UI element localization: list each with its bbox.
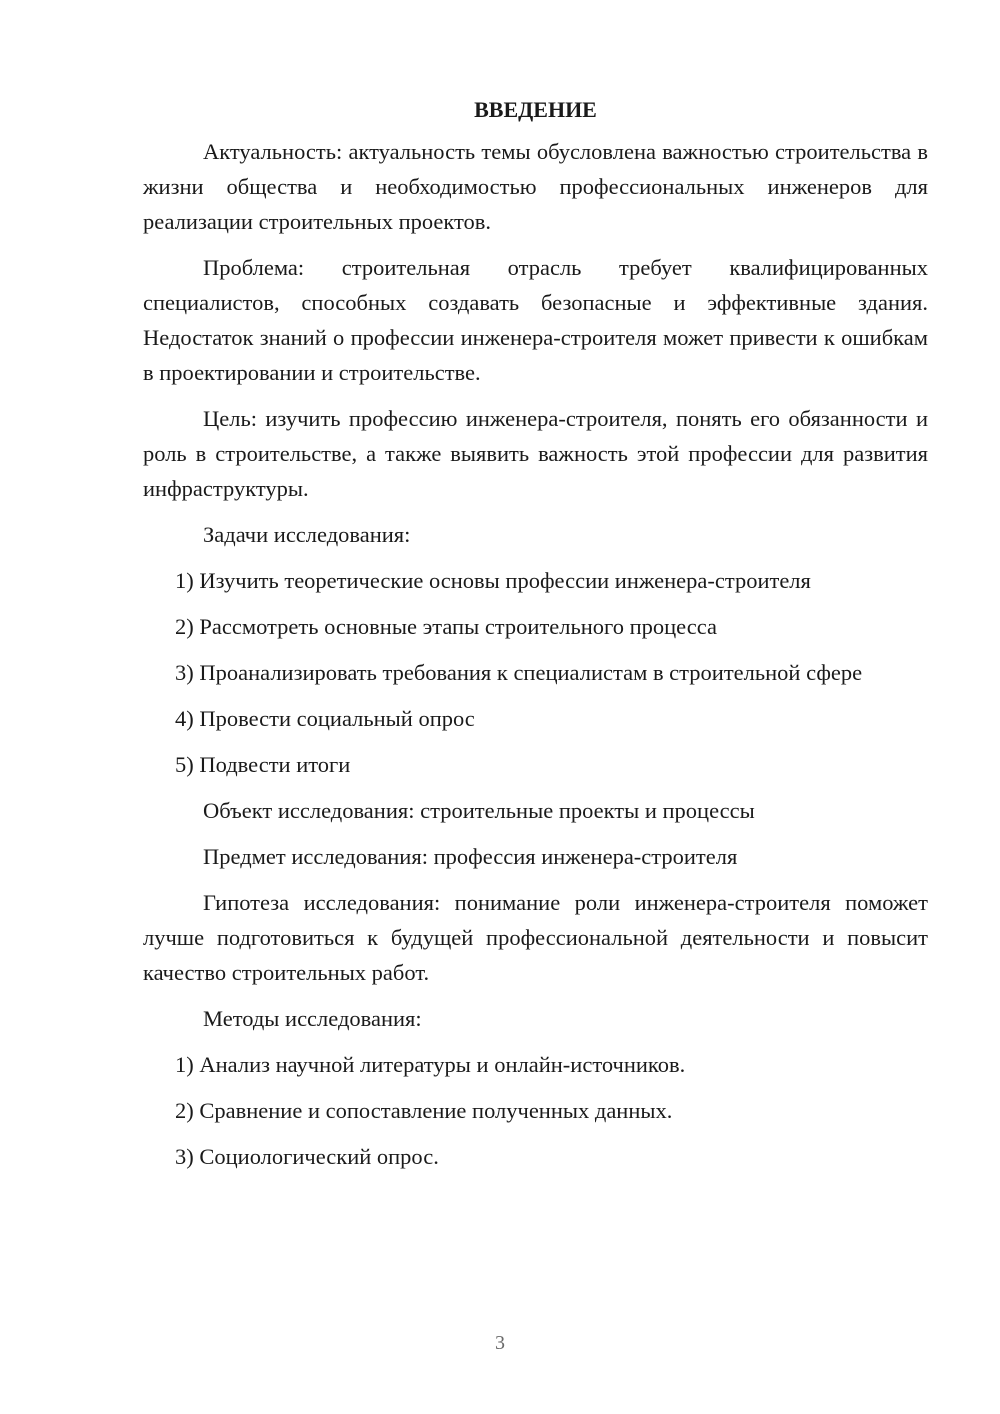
methods-heading: Методы исследования:: [203, 1006, 422, 1031]
goal-paragraph: Цель: изучить профессию инженера-строителя, понять его обязанности и роль в строительстве, а также выявить важность этой профессии для развития инфраструктуры.: [143, 406, 928, 501]
document-page: [143, 92, 928, 1185]
tasks-heading: Задачи исследования:: [203, 522, 411, 547]
task-item: 1) Изучить теоретические основы профессии инженера-строителя: [175, 568, 811, 593]
task-item: 4) Провести социальный опрос: [175, 706, 475, 731]
task-item: 3) Проанализировать требования к специалистам в строительной сфере: [175, 660, 863, 685]
task-item: 2) Рассмотреть основные этапы строительного процесса: [175, 614, 717, 639]
subject-paragraph: Предмет исследования: профессия инженера-строителя: [203, 844, 738, 869]
method-item: 2) Сравнение и сопоставление полученных данных.: [175, 1098, 673, 1123]
hypothesis-paragraph: Гипотеза исследования: понимание роли инженера-строителя поможет лучше подготовиться к будущей профессиональной деятельности и повысит качество строительных работ.: [143, 890, 928, 985]
page-title: ВВЕДЕНИЕ: [474, 97, 597, 122]
problem-paragraph: Проблема: строительная отрасль требует квалифицированных специалистов, способных создавать безопасные и эффективные здания. Недостаток знаний о профессии инженера-строителя может привести к ошибкам в проектировании и строительстве.: [143, 255, 928, 385]
method-item: 3) Социологический опрос.: [175, 1144, 439, 1169]
task-item: 5) Подвести итоги: [175, 752, 351, 777]
object-paragraph: Объект исследования: строительные проекты и процессы: [203, 798, 755, 823]
method-item: 1) Анализ научной литературы и онлайн-источников.: [175, 1052, 686, 1077]
relevance-paragraph: Актуальность: актуальность темы обусловлена важностью строительства в жизни общества и необходимостью профессиональных инженеров для реализации строительных проектов.: [143, 139, 928, 234]
page-number: 3: [495, 1332, 505, 1354]
